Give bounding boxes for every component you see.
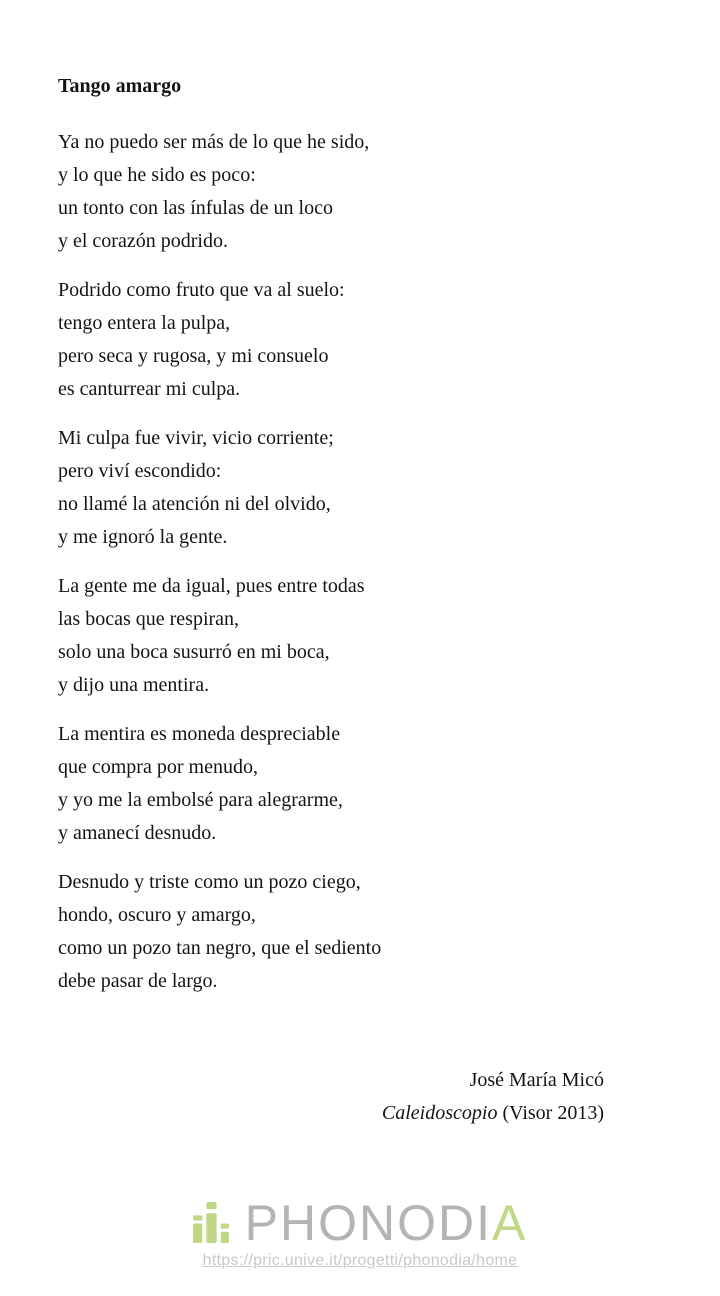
phonodia-home-link[interactable]: https://pric.unive.it/progetti/phonodia/home bbox=[202, 1252, 518, 1269]
equalizer-bars-icon bbox=[193, 1202, 229, 1243]
poem-line: hondo, oscuro y amargo, bbox=[58, 904, 256, 926]
stanza bbox=[58, 274, 662, 406]
poem-line: La gente me da igual, pues entre todas bbox=[58, 575, 365, 597]
poem-line: las bocas que respiran, bbox=[58, 608, 240, 630]
stanza bbox=[58, 718, 662, 850]
stanza bbox=[58, 570, 662, 702]
poem-line: Podrido como fruto que va al suelo: bbox=[58, 279, 345, 301]
footer bbox=[0, 1195, 720, 1270]
poem-line: tengo entera la pulpa, bbox=[58, 312, 231, 334]
poem-line: y amanecí desnudo. bbox=[58, 822, 217, 844]
attribution bbox=[58, 1064, 662, 1130]
work-title: Caleidoscopio bbox=[381, 1102, 498, 1124]
logo-wordmark-gray: PHONODI bbox=[244, 1195, 492, 1251]
logo-wordmark-accent-a: A bbox=[492, 1195, 528, 1251]
stanza bbox=[58, 422, 662, 554]
poem-line: pero seca y rugosa, y mi consuelo bbox=[58, 345, 329, 367]
poem-body bbox=[58, 126, 662, 998]
logo-wordmark bbox=[244, 1195, 528, 1251]
poem-line: y yo me la embolsé para alegrarme, bbox=[58, 789, 343, 811]
phonodia-logo bbox=[0, 1195, 720, 1251]
poem-line: y lo que he sido es poco: bbox=[58, 164, 256, 186]
poem-line: no llamé la atención ni del olvido, bbox=[58, 493, 331, 515]
poem-line: un tonto con las ínfulas de un loco bbox=[58, 197, 333, 219]
poem-line: debe pasar de largo. bbox=[58, 970, 218, 992]
poem-line: Ya no puedo ser más de lo que he sido, bbox=[58, 131, 370, 153]
poem-line: que compra por menudo, bbox=[58, 756, 258, 778]
poem-line: y me ignoró la gente. bbox=[58, 526, 228, 548]
poem-line: solo una boca susurró en mi boca, bbox=[58, 641, 330, 663]
source-line bbox=[58, 1097, 604, 1130]
poem-line: y dijo una mentira. bbox=[58, 674, 210, 696]
poem-line: Desnudo y triste como un pozo ciego, bbox=[58, 871, 361, 893]
poem-line: pero viví escondido: bbox=[58, 460, 222, 482]
poem-line: como un pozo tan negro, que el sediento bbox=[58, 937, 382, 959]
stanza bbox=[58, 126, 662, 258]
poem-line: es canturrear mi culpa. bbox=[58, 378, 241, 400]
author-name: José María Micó bbox=[469, 1069, 604, 1091]
edition-info: (Visor 2013) bbox=[497, 1102, 604, 1124]
poem-line: Mi culpa fue vivir, vicio corriente; bbox=[58, 427, 334, 449]
poem-line: y el corazón podrido. bbox=[58, 230, 228, 252]
poem-title: Tango amargo bbox=[58, 75, 182, 97]
stanza bbox=[58, 866, 662, 998]
poem-line: La mentira es moneda despreciable bbox=[58, 723, 341, 745]
